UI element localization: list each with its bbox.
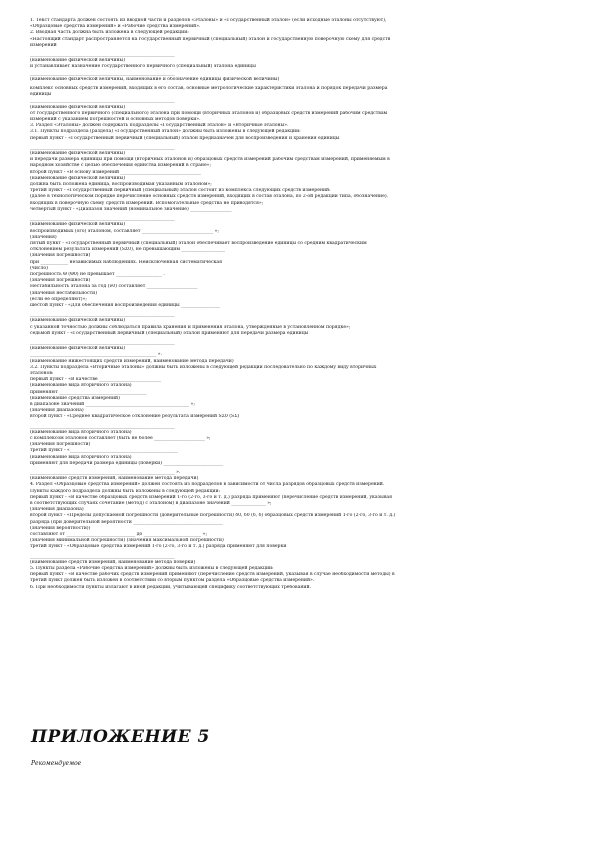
text-line: второй пункт - «Среднее квадратическое отклонение результата измерений SΣ0 (SΣ) <box>30 414 240 420</box>
text-line: Нестабильность эталона за год (ν0) составляет ______________________ <box>30 284 198 290</box>
text-line: при ____________ независимых наблюдениях. Неисключенная систематическая <box>30 259 223 265</box>
text-line: третий пункт должен быть изложен в соответствии со вторым пунктом раздела «Образцовые средства измерений». <box>30 578 315 584</box>
text-line: 6. При необходимости пункты излагают в иной редакции, учитывающей специфику соответствующих требований. <box>30 584 311 590</box>
text-line: (наименование вида вторичного эталона) <box>30 383 132 389</box>
text-line: и передачи размера единицы при помощи (вторичных эталонов и) образцовых средств измерений рабочим средствам измерений, применяемым в <box>30 157 390 163</box>
text-line: (наименование физической величины) <box>30 58 126 64</box>
text-line: _______________________________________________________________ <box>30 144 175 150</box>
text-line: единицы <box>30 92 52 98</box>
text-line: (наименование вида вторичного эталона) <box>30 429 132 435</box>
text-line: (значения) <box>30 234 57 240</box>
text-line: (значения минимальной погрешности) (значения максимальной погрешности) <box>30 538 224 544</box>
text-line: должна быть положена единица, воспроизводимая указанным эталоном»; <box>30 182 212 188</box>
text-line: составляют от ______________________________ до _________________________ »; <box>30 532 208 538</box>
text-line: и устанавливает назначение государственного первичного (специальный) эталона единицы <box>30 64 256 70</box>
text-line: воспроизводимых (ого) эталоном, составляет _______________________________ »; <box>30 228 219 234</box>
text-line: в соответствующих случаях сочетание (метод) с эталоном) в диапазоне значений _______________ »; <box>30 501 272 507</box>
text-line: (наименование средств измерений, наименование метода поверки) <box>30 559 196 565</box>
text-line: (наименование физической величины) <box>30 222 126 228</box>
text-line: «Образцовые средства измерений» и «Рабочие средства измерений». <box>30 24 201 30</box>
text-line: 3. Раздел «Эталоны» должен содержать подразделы «Государственный эталон» и «Вторичные эталоны». <box>30 123 289 129</box>
text-line: (наименование вида вторичного эталона) <box>30 454 132 460</box>
text-line: _______________________________________________________________ <box>30 423 175 429</box>
text-line: измерений <box>30 42 57 48</box>
text-line: второй пункт - «В основу измерений ___________________________________ <box>30 169 201 175</box>
recommended-label: Рекомендуемое <box>31 760 82 767</box>
text-line: применяют ______________________________________ <box>30 389 147 395</box>
text-line: с указанной точностью должны соблюдаться правила хранения и применения эталона, утвержденные в установленном порядке»; <box>30 324 351 330</box>
text-line: _______________________________________________________________ <box>30 339 175 345</box>
text-line: (наименование средств измерений, наименование метода передачи) <box>30 476 199 482</box>
text-line: _______________________________________________________________ <box>30 98 175 104</box>
text-line: третий пункт - «Государственный первичный (специальный) эталон состоит из комплекса следующих средств измерений: <box>30 188 331 194</box>
text-line: _______________________________________________________________ <box>30 52 175 58</box>
text-line: (наименование физической величины) <box>30 318 126 324</box>
text-line: _______________________________________________________ ». <box>30 352 163 358</box>
text-line: (наименование физической величины, наименование и обозначение единицы физической величины) <box>30 76 280 82</box>
text-line: 4. Раздел «Образцовые средства измерений» должен состоять из подразделов в зависимости от числа разрядов образцовых средств измерений. <box>30 482 385 488</box>
text-line: (значения погрешности) <box>30 442 91 448</box>
appendix-title: ПРИЛОЖЕНИЕ 5 <box>31 727 210 747</box>
text-line: первый пункт - «В качестве образцовых средств измерений 1-го (2-го, 3-го и т. д.) разряда применяют (перечисление средств измерений, указывая <box>30 494 393 500</box>
text-line: третий пункт - «_______________________________________________ <box>30 448 178 454</box>
text-line: третий пункт - «Образцовые средства измерений 1-го (2-го, 3-го и т. д.) разряда применяют для поверки <box>30 544 287 550</box>
text-line: (число) <box>30 265 48 271</box>
text-line: второй пункт - «Пределы допускаемой погрешности (доверительные погрешности) δ0, δ0 (δ, δ) образцовых средств измерений 1-го (2-го, 3-го и т. д.) <box>30 513 396 519</box>
text-line: (значения диапазона) <box>30 507 84 513</box>
text-line: разряда (при доверительной вероятности _______________________________________ <box>30 519 223 525</box>
text-line: 2. Вводная часть должна быть изложена в следующей редакции: <box>30 30 189 36</box>
text-line: (значения вероятности)) <box>30 525 91 531</box>
text-line: _______________________________________________________________ <box>30 553 175 559</box>
text-line: (если ее определяют)»; <box>30 296 87 302</box>
text-line: (значения диапазона) <box>30 408 84 414</box>
text-line: (наименование физической величины) <box>30 175 126 181</box>
text-line: применяют для передачи размера единицы (поверки) __________________________ <box>30 460 224 466</box>
text-line: (наименование средства измерений) <box>30 395 120 401</box>
text-line: _______________________________________________________________ <box>30 312 175 318</box>
text-line: седьмой пункт - «Государственный первичный (специальный) эталон применяют для передачи размера единицы <box>30 330 309 336</box>
text-line: (наименование физической величины) <box>30 346 126 352</box>
text-line: (наименование нижестоящих средств измерений, наименование метода передачи) <box>30 358 234 364</box>
text-line: _______________________________________________________________ ». <box>30 470 181 476</box>
text-line: _______________________________________________________________ <box>30 216 175 222</box>
text-line: от государственного первичного (специального) эталона при помощи (вторичных эталонов и) образцовых средств измерений рабочим средствам <box>30 110 388 116</box>
document-body <box>30 18 570 591</box>
text-line: первый пункт - «В качестве ___________________________ <box>30 377 162 383</box>
text-line: первый пункт - «Государственный первичный (специальный) эталон предназначен для воспроизведения и хранения единицы <box>30 135 340 141</box>
text-line: (далее в технологическом порядке перечисление основных средств измерений, входящих в состав эталона, по 2-ой редакции типа, обозначение), <box>30 194 389 200</box>
text-line: эталонов: <box>30 370 54 376</box>
text-line: с комплексом эталонов составляет (быть не более ______________________ »; <box>30 436 211 441</box>
text-line: «Настоящий стандарт распространяется на государственный первичный (специальный) эталон и государственную поверочную схему для средств <box>30 36 391 42</box>
text-line: 5. Пункты раздела «Рабочие средства измерений» должны быть изложены в следующей редакции: <box>30 566 274 572</box>
text-line: Пункты каждого подраздела должны быть изложены в следующей редакции: <box>30 488 221 494</box>
text-line: измерений с указанием погрешностей и основных методов поверки». <box>30 117 201 123</box>
text-line: 3.2. Пункты подраздела «Вторичные эталоны» должны быть изложены в следующей редакции последовательно по каждому виду вторичных <box>30 364 377 370</box>
text-line: в диапазоне значений _____________________________________________ »; <box>30 401 195 407</box>
text-line: (значения нестабильности) <box>30 290 98 296</box>
text-line: 1. Текст стандарта должен состоять из вводной части и разделов «Эталоны» и «Государственный эталон» (если исходные эталоны отсутствуют), <box>30 18 387 23</box>
text-line: (значения погрешности) <box>30 253 91 259</box>
text-line: погрешность Θ (Θ0) не превышает ____________________ . <box>30 271 165 277</box>
text-line: шестой пункт - «Для обеспечения воспроизведения единицы _________________ <box>30 302 221 308</box>
text-line: пятый пункт - «Государственный первичный (специальный) эталон обеспечивает воспроизведение единицы со средним квадратическим <box>30 240 367 246</box>
text-line: (наименование физической величины) <box>30 151 126 157</box>
text-line: 3.1. Пункты подраздела (раздела) «Государственный эталон» должны быть изложены в следующей редакции: <box>30 129 301 135</box>
text-line: четвертый пункт - «Диапазон значений (номинальное значение) __________________ <box>30 206 232 212</box>
text-line: первый пункт - «В качестве рабочих средств измерений применяют (перечисление средств измерений, указывая в случае необходимости методы) в <box>30 572 395 578</box>
text-line: (значения погрешности) <box>30 278 91 284</box>
text-line: (наименование физической величины) <box>30 104 126 110</box>
text-line: _______________________________________________________________ <box>30 70 175 76</box>
text-line: отклонением результата измерений (SΣ0), не превышающим ___________________ <box>30 247 226 253</box>
text-line: входящих в поверочную схему средств измерений. Вспомогательные средства не приводятся»; <box>30 200 264 206</box>
text-line: народном хозяйстве с целью обеспечения единства измерений в стране»; <box>30 163 212 169</box>
text-line: комплекс основных средств измерений, входящих в его состав, основные метрологические характеристики эталона и порядок передачи размера <box>30 86 388 92</box>
